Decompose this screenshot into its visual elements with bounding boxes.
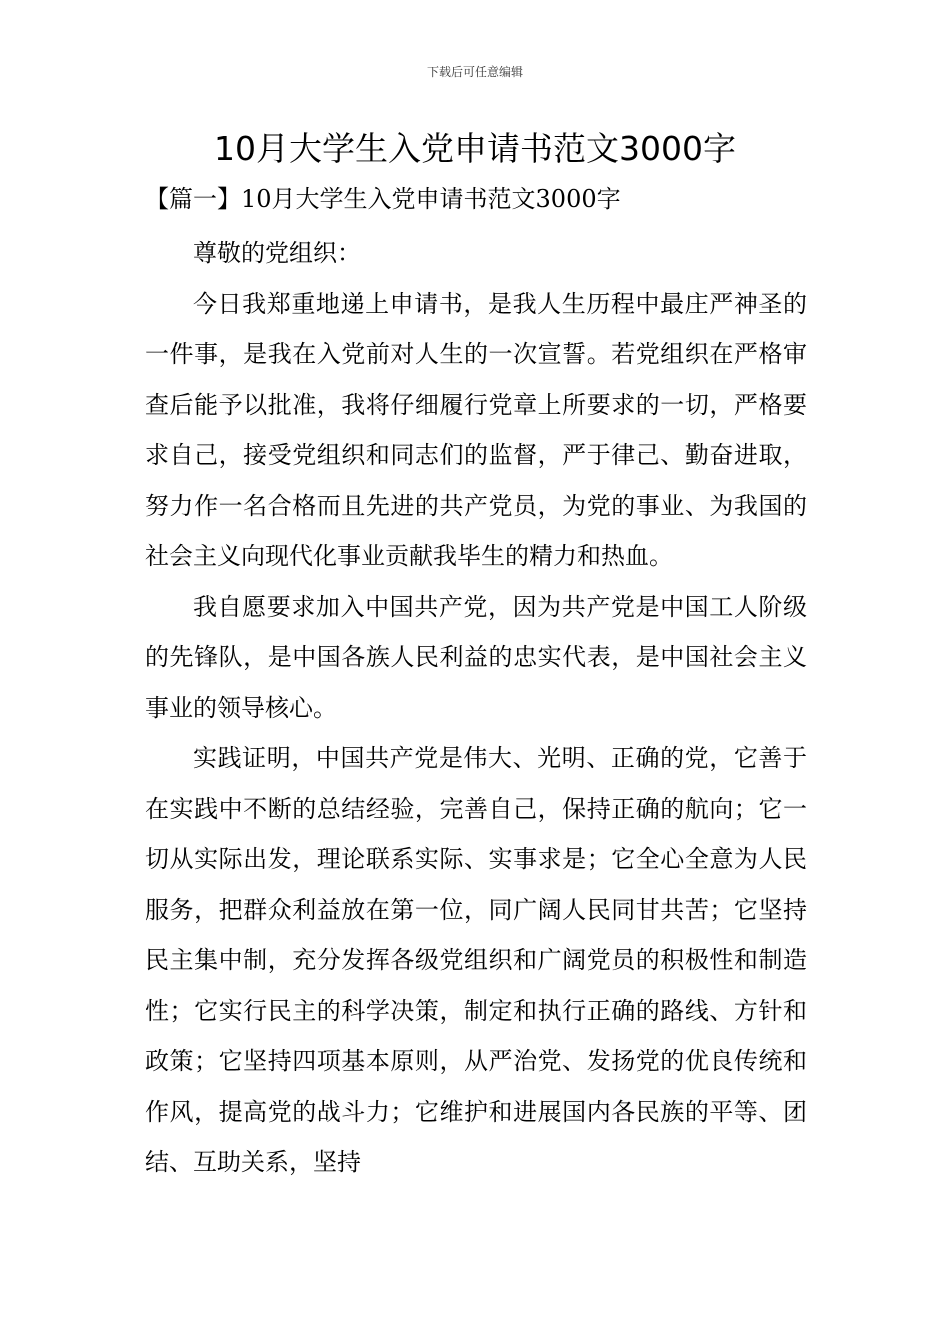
salutation-paragraph: 尊敬的党组织： [193, 239, 361, 267]
document-body [145, 228, 807, 1188]
document-title: 10月大学生入党申请书范文3000字 [214, 129, 736, 168]
body-paragraph: 实践证明，中国共产党是伟大、光明、正确的党，它善于在实践中不断的总结经验，完善自己，保持正确的航向；它一切从实际出发，理论联系实际、实事求是；它全心全意为人民服务，把群众利益放在第一位，同广阔人民同甘共苦；它坚持民主集中制，充分发挥各级党组织和广阔党员的积极性和制造性；它实行民主的科学决策，制定和执行正确的路线、方针和政策；它坚持四项基本原则，从严治党、发扬党的优良传统和作风，提高党的战斗力；它维护和进展国内各民族的平等、团结、互助关系，坚持 [145, 744, 807, 1176]
header-note: 下载后可任意编辑 [426, 65, 523, 79]
body-paragraph: 今日我郑重地递上申请书，是我人生历程中最庄严神圣的一件事，是我在入党前对人生的一次宣誓。若党组织在严格审查后能予以批准，我将仔细履行党章上所要求的一切，严格要求自己，接受党组织和同志们的监督，严于律己、勤奋进取，努力作一名合格而且先进的共产党员，为党的事业、为我国的社会主义向现代化事业贡献我毕生的精力和热血。 [145, 289, 807, 570]
section-heading: 【篇一】10月大学生入党申请书范文3000字 [145, 185, 621, 213]
body-paragraph: 我自愿要求加入中国共产党，因为共产党是中国工人阶级的先锋队，是中国各族人民利益的忠实代表，是中国社会主义事业的领导核心。 [145, 592, 807, 722]
